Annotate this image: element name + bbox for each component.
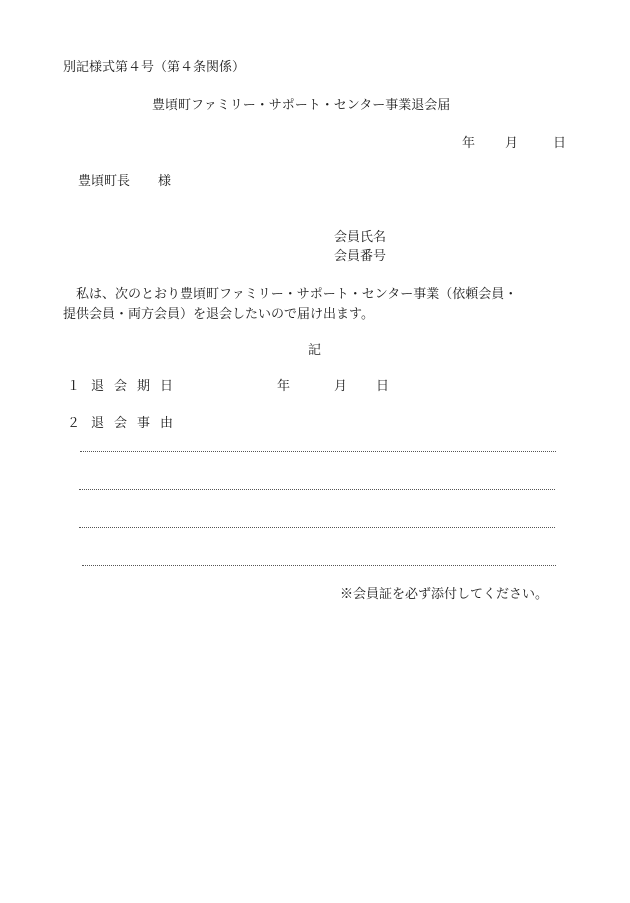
member-name-label: 会員氏名 <box>334 230 387 245</box>
item-withdrawal-reason <box>67 416 183 432</box>
item-number: ２ <box>67 416 81 431</box>
item-label: 退会期日 <box>91 379 184 394</box>
reason-entry-line[interactable] <box>82 565 556 566</box>
declaration-text <box>63 285 563 325</box>
form-number: 別記様式第４号（第４条関係） <box>63 60 246 75</box>
declaration-line-2: 提供会員・両方会員）を退会したいので届け出ます。 <box>63 307 374 322</box>
date-month-label: 月 <box>505 136 519 151</box>
reason-entry-line[interactable] <box>79 489 555 490</box>
addressee-name: 豊頃町長 <box>78 174 131 189</box>
addressee <box>78 174 171 190</box>
document-title: 豊頃町ファミリー・サポート・センター事業退会届 <box>152 98 451 113</box>
date-day-label: 日 <box>553 136 567 151</box>
reason-entry-line[interactable] <box>79 527 555 528</box>
item-year-label: 年 <box>277 379 291 394</box>
item-number: １ <box>67 379 81 394</box>
declaration-line-1: 私は、次のとおり豊頃町ファミリー・サポート・センター事業（依頼会員・ <box>76 287 518 302</box>
item-day-label: 日 <box>376 379 390 394</box>
ki-heading: 記 <box>308 343 322 358</box>
member-number-label: 会員番号 <box>334 249 387 264</box>
addressee-honorific: 様 <box>158 174 172 189</box>
date-year-label: 年 <box>462 136 476 151</box>
reason-entry-line[interactable] <box>80 451 556 452</box>
item-withdrawal-date <box>67 379 389 395</box>
submission-date <box>462 136 566 152</box>
attachment-note: ※会員証を必ず添付してください。 <box>340 587 549 602</box>
item-label: 退会事由 <box>91 416 184 431</box>
item-month-label: 月 <box>334 379 348 394</box>
